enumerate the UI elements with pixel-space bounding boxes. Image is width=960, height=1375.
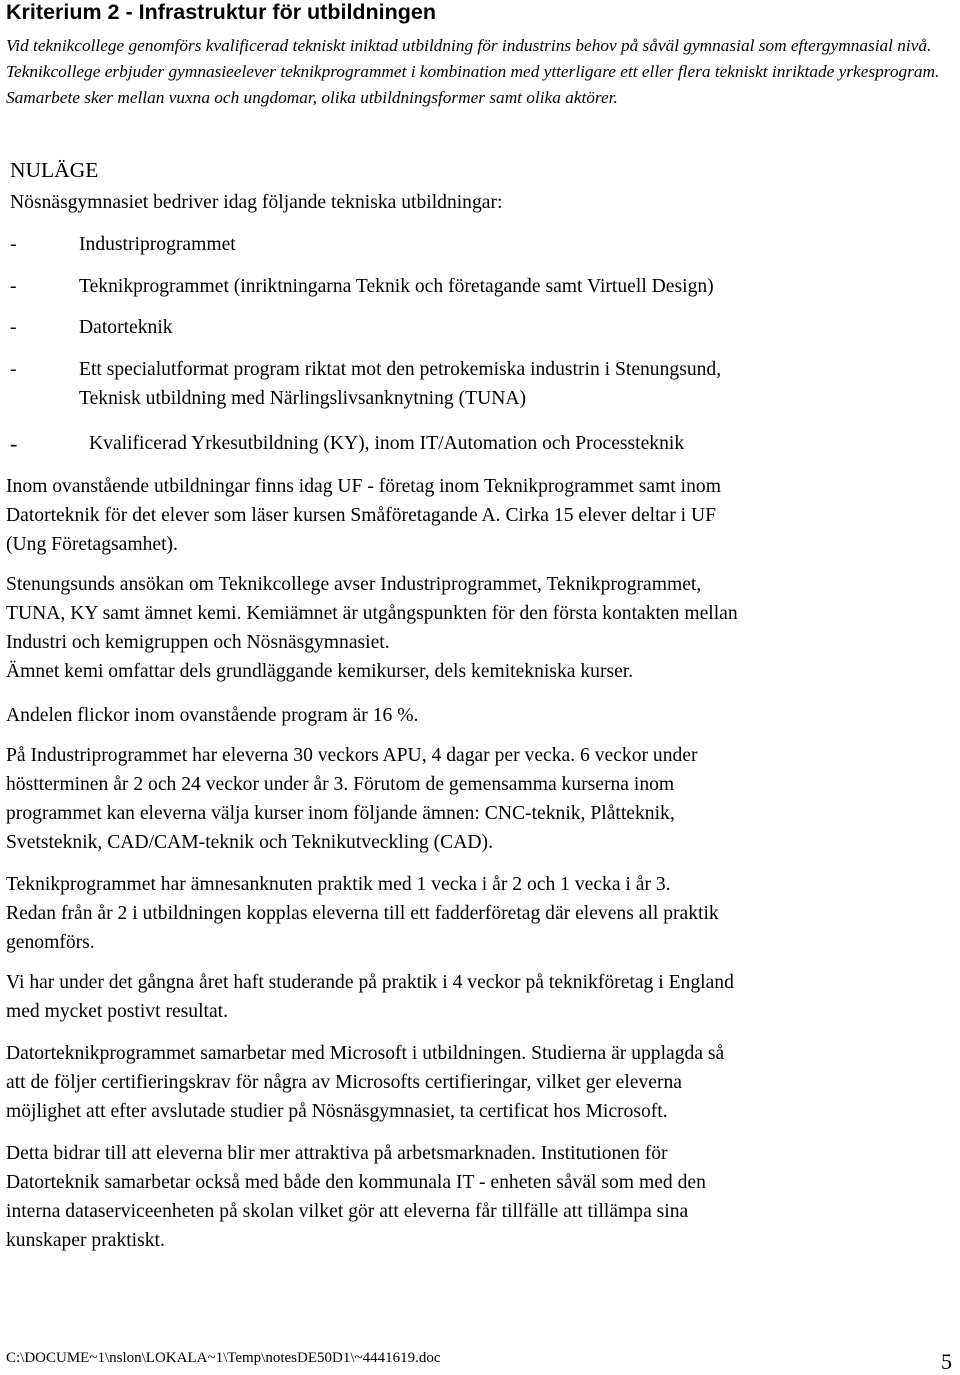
paragraph-line: att de följer certifieringskrav för några av Microsofts certifieringar, vilket ger eleverna	[6, 1072, 682, 1093]
paragraph-line: Stenungsunds ansökan om Teknikcollege avser Industriprogrammet, Teknikprogrammet,	[6, 574, 702, 595]
paragraph-line: Industri och kemigruppen och Nösnäsgymnasiet.	[6, 632, 390, 653]
paragraph-line: Datorteknikprogrammet samarbetar med Microsoft i utbildningen. Studierna är upplagda så	[6, 1043, 725, 1064]
footer-file-path: C:\DOCUME~1\nslon\LOKALA~1\Temp\notesDE50D1\~4441619.doc	[6, 1350, 441, 1366]
list-dash: -	[10, 234, 17, 255]
paragraph-line: möjlighet att efter avslutade studier på Nösnäsgymnasiet, ta certificat hos Microsoft.	[6, 1101, 668, 1122]
paragraph	[6, 741, 956, 857]
list-dash: -	[10, 431, 18, 456]
paragraph-line: Andelen flickor inom ovanstående program är 16 %.	[6, 705, 419, 726]
paragraph-line: interna dataserviceenheten på skolan vilket gör att eleverna får tillfälle att tillämpa sina	[6, 1201, 689, 1222]
list-dash: -	[10, 276, 17, 297]
list-dash: -	[10, 317, 17, 338]
page-number: 5	[941, 1349, 952, 1374]
paragraph-line: Ämnet kemi omfattar dels grundläggande kemikurser, dels kemitekniska kurser.	[6, 661, 634, 682]
paragraph-line: Datorteknik för det elever som läser kursen Småföretagande A. Cirka 15 elever deltar i UF	[6, 505, 717, 526]
paragraph	[6, 1039, 956, 1126]
paragraph	[6, 472, 956, 559]
list-item-text: Teknikprogrammet (inriktningarna Teknik och företagande samt Virtuell Design)	[79, 276, 714, 297]
paragraph-line: På Industriprogrammet har eleverna 30 veckors APU, 4 dagar per vecka. 6 veckor under	[6, 745, 698, 766]
section-lead: Nösnäsgymnasiet bedriver idag följande tekniska utbildningar:	[10, 192, 503, 213]
list-item-text: Kvalificerad Yrkesutbildning (KY), inom IT/Automation och Processteknik	[89, 433, 685, 454]
paragraph-line: programmet kan eleverna välja kurser inom följande ämnen: CNC-teknik, Plåtteknik,	[6, 803, 675, 824]
paragraph-line: TUNA, KY samt ämnet kemi. Kemiämnet är utgångspunkten för den första kontakten mellan	[6, 603, 738, 624]
criterion-title: Kriterium 2 - Infrastruktur för utbildningen	[6, 0, 437, 24]
paragraph	[6, 570, 956, 686]
paragraph-line: Datorteknik samarbetar också med både den kommunala IT - enheten såväl som med den	[6, 1172, 706, 1193]
paragraph	[6, 701, 956, 730]
paragraph-line: Teknikprogrammet har ämnesanknuten praktik med 1 vecka i år 2 och 1 vecka i år 3.	[6, 874, 671, 895]
paragraph-line: kunskaper praktiskt.	[6, 1230, 165, 1251]
paragraph-line: höstterminen år 2 och 24 veckor under år 3. Förutom de gemensamma kurserna inom	[6, 774, 675, 795]
paragraph-line: med mycket postivt resultat.	[6, 1001, 229, 1022]
list-item-text: Teknisk utbildning med Närlingslivsanknytning (TUNA)	[79, 388, 527, 409]
list-item-text: Ett specialutformat program riktat mot den petrokemiska industrin i Stenungsund,	[79, 359, 722, 380]
paragraph-line: Svetsteknik, CAD/CAM-teknik och Teknikutveckling (CAD).	[6, 832, 493, 853]
paragraph-line: genomförs.	[6, 932, 95, 953]
paragraph	[6, 870, 956, 957]
list-dash: -	[10, 359, 17, 380]
paragraph	[6, 1139, 956, 1255]
paragraph-line: Detta bidrar till att eleverna blir mer attraktiva på arbetsmarknaden. Institutionen för	[6, 1143, 668, 1164]
paragraph-line: Redan från år 2 i utbildningen kopplas eleverna till ett fadderföretag där elevens all praktik	[6, 903, 719, 924]
section-heading-nulage: NULÄGE	[10, 158, 99, 182]
paragraph-line: (Ung Företagsamhet).	[6, 534, 178, 555]
criterion-intro: Vid teknikcollege genomförs kvalificerad tekniskt iniktad utbildning för industrins behov på såväl gymnasial som eftergymnasial nivå. Teknikcollege erbjuder gymnasieelever teknikprogrammet i kombination med ytterligare ett eller flera tekniskt inriktade yrkesprogram. Samarbete sker mellan vuxna och ungdomar, olika utbildningsformer samt olika aktörer.	[6, 36, 940, 107]
paragraph-line: Inom ovanstående utbildningar finns idag UF - företag inom Teknikprogrammet samt inom	[6, 476, 721, 497]
list-item-text: Industriprogrammet	[79, 234, 236, 255]
paragraph	[6, 968, 956, 1026]
paragraph-line: Vi har under det gångna året haft studerande på praktik i 4 veckor på teknikföretag i England	[6, 972, 734, 993]
list-item-text: Datorteknik	[79, 317, 173, 338]
